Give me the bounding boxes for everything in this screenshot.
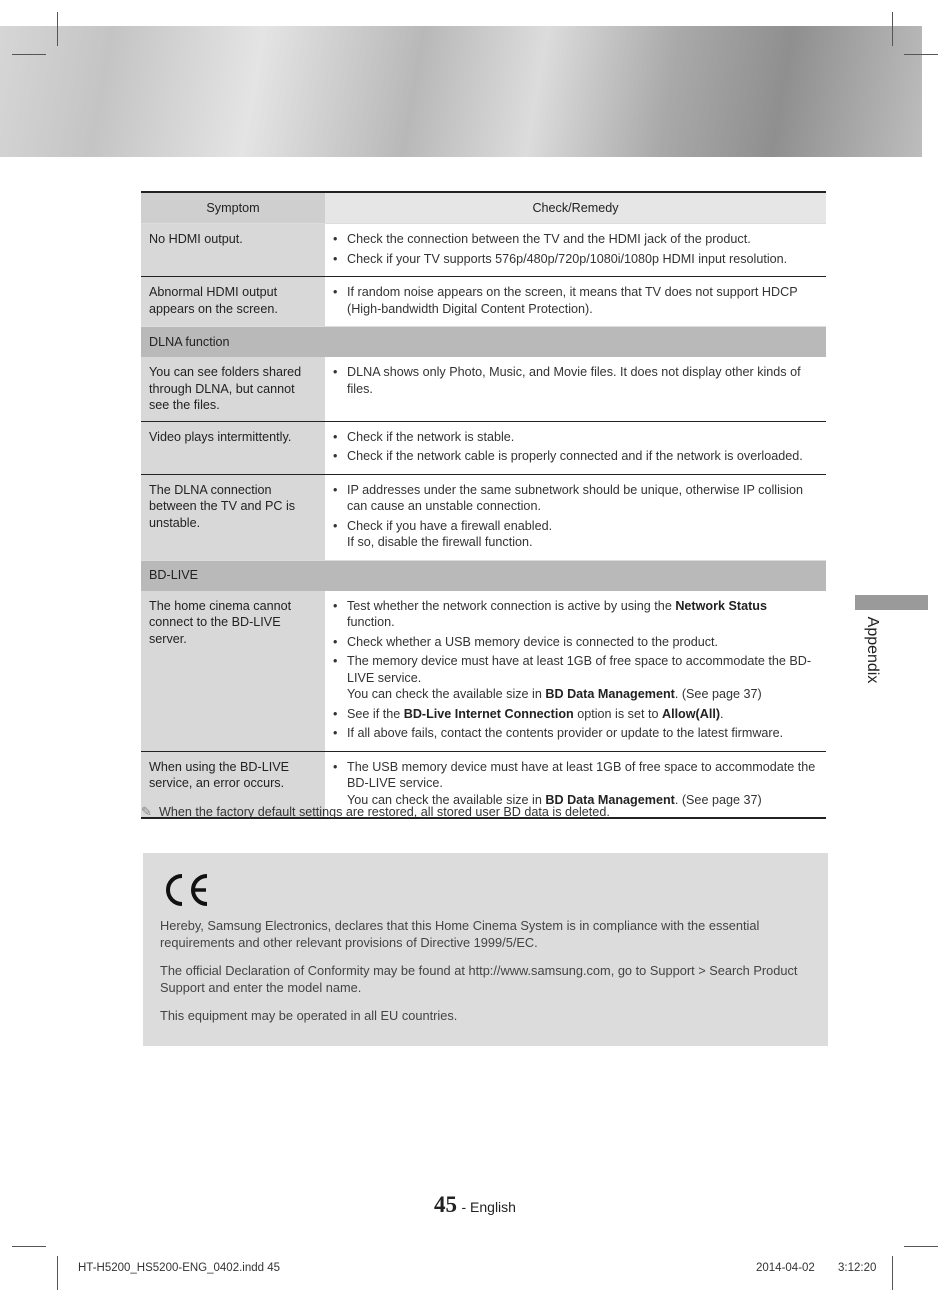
side-tab-label: Appendix xyxy=(864,616,881,684)
section-header xyxy=(141,560,826,591)
crop-mark xyxy=(12,54,46,55)
symptom-cell: The home cinema cannot connect to the BD-LIVE server. xyxy=(141,591,325,752)
remedy-item xyxy=(333,231,818,248)
crop-mark xyxy=(57,12,58,46)
table-row xyxy=(141,474,826,560)
table-row xyxy=(141,591,826,752)
remedy-text: . (See page 37) xyxy=(674,792,762,807)
remedy-text: The memory device must have at least 1GB of free space to accommodate the BD-LIVE service. xyxy=(347,654,812,685)
remedy-text: You can check the available size in xyxy=(347,687,546,701)
crop-mark xyxy=(892,12,893,46)
page-number-value: 45 xyxy=(434,1192,458,1217)
remedy-list xyxy=(333,231,818,267)
remedy-term: BD Data Management xyxy=(545,687,675,701)
page-language: - English xyxy=(461,1199,516,1215)
remedy-cell xyxy=(325,474,826,560)
table-row xyxy=(141,357,826,421)
remedy-text: Check if the network cable is properly connected and if the network is overloaded. xyxy=(347,449,803,463)
remedy-item xyxy=(333,634,818,651)
remedy-item xyxy=(333,482,818,515)
remedy-term: Allow(All) xyxy=(661,706,721,721)
remedy-list xyxy=(333,759,818,809)
remedy-text: . xyxy=(720,706,724,721)
ce-declaration-box xyxy=(143,853,828,1046)
section-title: DLNA function xyxy=(141,327,826,358)
section-title: BD-LIVE xyxy=(141,560,826,591)
remedy-list xyxy=(333,429,818,465)
remedy-list xyxy=(333,284,818,317)
table-row xyxy=(141,421,826,474)
remedy-text: option is set to xyxy=(573,706,662,721)
crop-mark xyxy=(904,1246,938,1247)
remedy-item xyxy=(333,429,818,446)
remedy-text: function. xyxy=(347,615,395,629)
remedy-text: Check whether a USB memory device is connected to the product. xyxy=(347,634,718,649)
symptom-cell: Abnormal HDMI output appears on the screen. xyxy=(141,277,325,327)
remedy-cell xyxy=(325,421,826,474)
remedy-text: The USB memory device must have at least 1GB of free space to accommodate the BD-LIVE service. xyxy=(347,759,816,790)
remedy-item xyxy=(333,251,818,268)
ce-paragraph: This equipment may be operated in all EU countries. xyxy=(160,1008,458,1023)
troubleshooting-table xyxy=(141,191,826,819)
remedy-item xyxy=(333,284,818,317)
symptom-column-header: Symptom xyxy=(141,192,325,224)
remedy-text: Check the connection between the TV and the HDMI jack of the product. xyxy=(347,232,751,246)
remedy-text: If so, disable the firewall function. xyxy=(347,535,533,549)
crop-mark xyxy=(57,1256,58,1290)
symptom-cell: The DLNA connection between the TV and PC is unstable. xyxy=(141,474,325,560)
footer-time: 3:12:20 xyxy=(838,1262,877,1274)
table-body xyxy=(141,224,826,819)
section-header xyxy=(141,327,826,358)
symptom-cell: When using the BD-LIVE service, an error occurs. xyxy=(141,751,325,818)
remedy-text: Test whether the network connection is active by using the xyxy=(347,598,676,613)
remedy-cell xyxy=(325,224,826,277)
remedy-text: Check if you have a firewall enabled. xyxy=(347,518,553,533)
remedy-text: DLNA shows only Photo, Music, and Movie files. It does not display other kinds of files. xyxy=(347,365,801,396)
remedy-term: Network Status xyxy=(675,598,768,613)
remedy-text: . (See page 37) xyxy=(674,687,762,701)
pencil-note-icon: ✎ xyxy=(141,804,152,819)
footer-filename: HT-H5200_HS5200-ENG_0402.indd 45 xyxy=(78,1262,281,1274)
crop-mark xyxy=(12,1246,46,1247)
remedy-item xyxy=(333,518,818,551)
symptom-cell: Video plays intermittently. xyxy=(141,421,325,474)
note xyxy=(141,804,610,820)
remedy-text: If all above fails, contact the contents provider or update to the latest firmware. xyxy=(347,726,784,740)
remedy-term: BD Data Management xyxy=(545,792,675,807)
remedy-list xyxy=(333,482,818,551)
remedy-text: You can check the available size in xyxy=(347,792,546,807)
footer-date: 2014-04-02 xyxy=(756,1262,815,1274)
remedy-list xyxy=(333,598,818,742)
remedy-item xyxy=(333,759,818,809)
table-row xyxy=(141,224,826,277)
remedy-item xyxy=(333,598,818,631)
remedy-cell xyxy=(325,591,826,752)
ce-paragraph: The official Declaration of Conformity may be found at http://www.samsung.com, go to Support > Search Product Support and enter the model name. xyxy=(160,963,798,995)
ce-paragraph: Hereby, Samsung Electronics, declares that this Home Cinema System is in compliance with the essential requirements and other relevant provisions of Directive 1999/5/EC. xyxy=(160,918,760,950)
remedy-item xyxy=(333,448,818,465)
crop-mark xyxy=(904,54,938,55)
ce-mark-icon xyxy=(160,873,212,907)
remedy-text: Check if your TV supports 576p/480p/720p/1080i/1080p HDMI input resolution. xyxy=(347,251,788,266)
remedy-text: Check if the network is stable. xyxy=(347,429,515,444)
page-number xyxy=(0,1192,950,1218)
remedy-cell xyxy=(325,277,826,327)
note-text: When the factory default settings are restored, all stored user BD data is deleted. xyxy=(159,805,610,819)
remedy-item xyxy=(333,653,818,703)
remedy-cell xyxy=(325,357,826,421)
remedy-text: IP addresses under the same subnetwork should be unique, otherwise IP collision can cause an unstable connection. xyxy=(347,482,803,513)
remedy-item xyxy=(333,725,818,742)
crop-mark xyxy=(892,1256,893,1290)
header-banner xyxy=(0,26,922,157)
remedy-item xyxy=(333,364,818,397)
table-row xyxy=(141,277,826,327)
remedy-list xyxy=(333,364,818,397)
remedy-term: BD-Live Internet Connection xyxy=(403,706,574,721)
symptom-cell: You can see folders shared through DLNA, but cannot see the files. xyxy=(141,357,325,421)
symptom-cell: No HDMI output. xyxy=(141,224,325,277)
remedy-item xyxy=(333,706,818,723)
remedy-text: See if the xyxy=(347,706,404,721)
remedy-column-header: Check/Remedy xyxy=(325,192,826,224)
remedy-text: If random noise appears on the screen, it means that TV does not support HDCP (High-bandwidth Digital Content Protection). xyxy=(347,285,798,316)
side-tab-marker xyxy=(855,595,928,610)
